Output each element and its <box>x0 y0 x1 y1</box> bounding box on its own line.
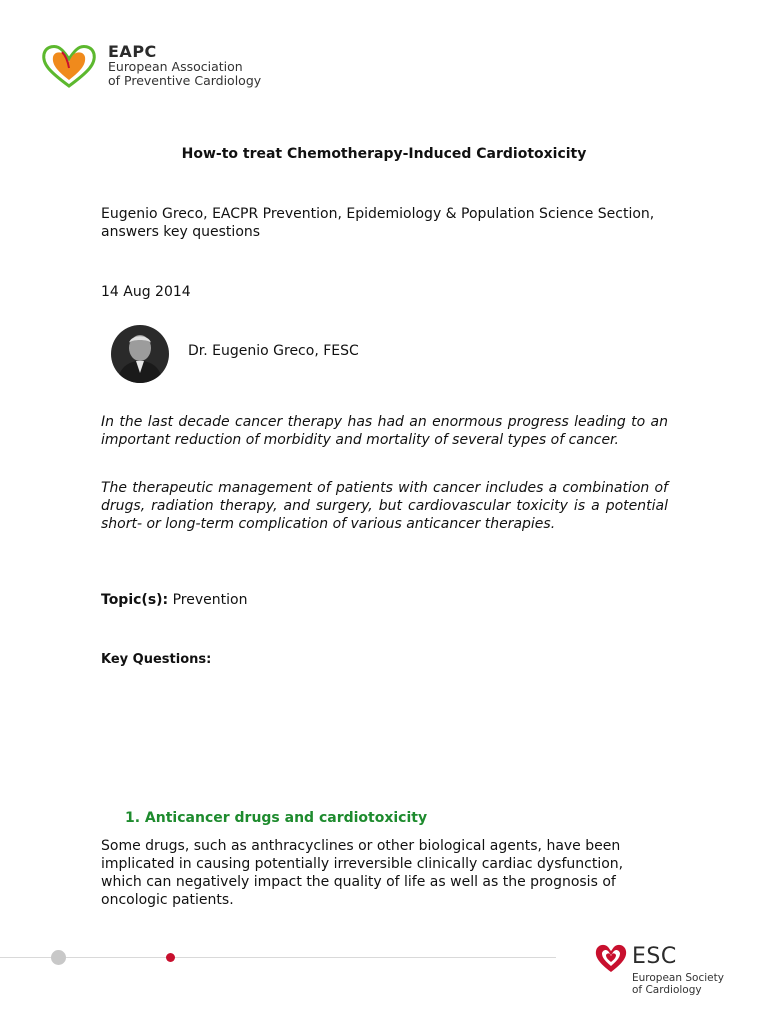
footer-dot-red <box>166 953 175 962</box>
footer-divider <box>0 957 556 958</box>
topic-line <box>101 592 247 608</box>
section-body: Some drugs, such as anthracyclines or other biological agents, have been implicated in causing potentially irreversible clinically cardiac dysfunction, which can negatively impact the quality of life as well as the prognosis of oncologic patients. <box>101 838 624 908</box>
footer-dot-grey <box>51 950 66 965</box>
esc-logo <box>594 942 734 1002</box>
eapc-acronym: EAPC <box>108 42 157 61</box>
esc-acronym: ESC <box>632 944 677 969</box>
author-name: Dr. Eugenio Greco, FESC <box>188 343 359 359</box>
eapc-heart-icon <box>40 42 98 88</box>
byline: Eugenio Greco, EACPR Prevention, Epidemiology & Population Science Section, answers key questions <box>101 206 655 240</box>
esc-name-line2: of Cardiology <box>632 984 702 996</box>
document-title: How-to treat Chemotherapy-Induced Cardiotoxicity <box>181 146 587 162</box>
portrait-icon <box>111 325 169 383</box>
topic-value: Prevention <box>172 592 248 608</box>
esc-name-line1: European Society <box>632 972 724 984</box>
esc-heart-icon <box>594 942 628 974</box>
eapc-logo <box>40 42 270 92</box>
author-photo <box>111 325 169 383</box>
intro-paragraph-2: The therapeutic management of patients with cancer includes a combination of drugs, radiation therapy, and surgery, but cardiovascular toxicity is a potential short- or long-term complication of various anticancer therapies. <box>101 480 668 532</box>
publication-date: 14 Aug 2014 <box>101 284 191 300</box>
topic-label: Topic(s): <box>101 592 169 608</box>
intro-paragraph-1: In the last decade cancer therapy has had an enormous progress leading to an important reduction of morbidity and mortality of several types of cancer. <box>101 414 668 448</box>
key-questions-label: Key Questions: <box>101 652 212 667</box>
section-heading: 1. Anticancer drugs and cardiotoxicity <box>125 810 428 826</box>
eapc-name-line2: of Preventive Cardiology <box>108 73 262 88</box>
eapc-name-line1: European Association <box>108 59 243 74</box>
